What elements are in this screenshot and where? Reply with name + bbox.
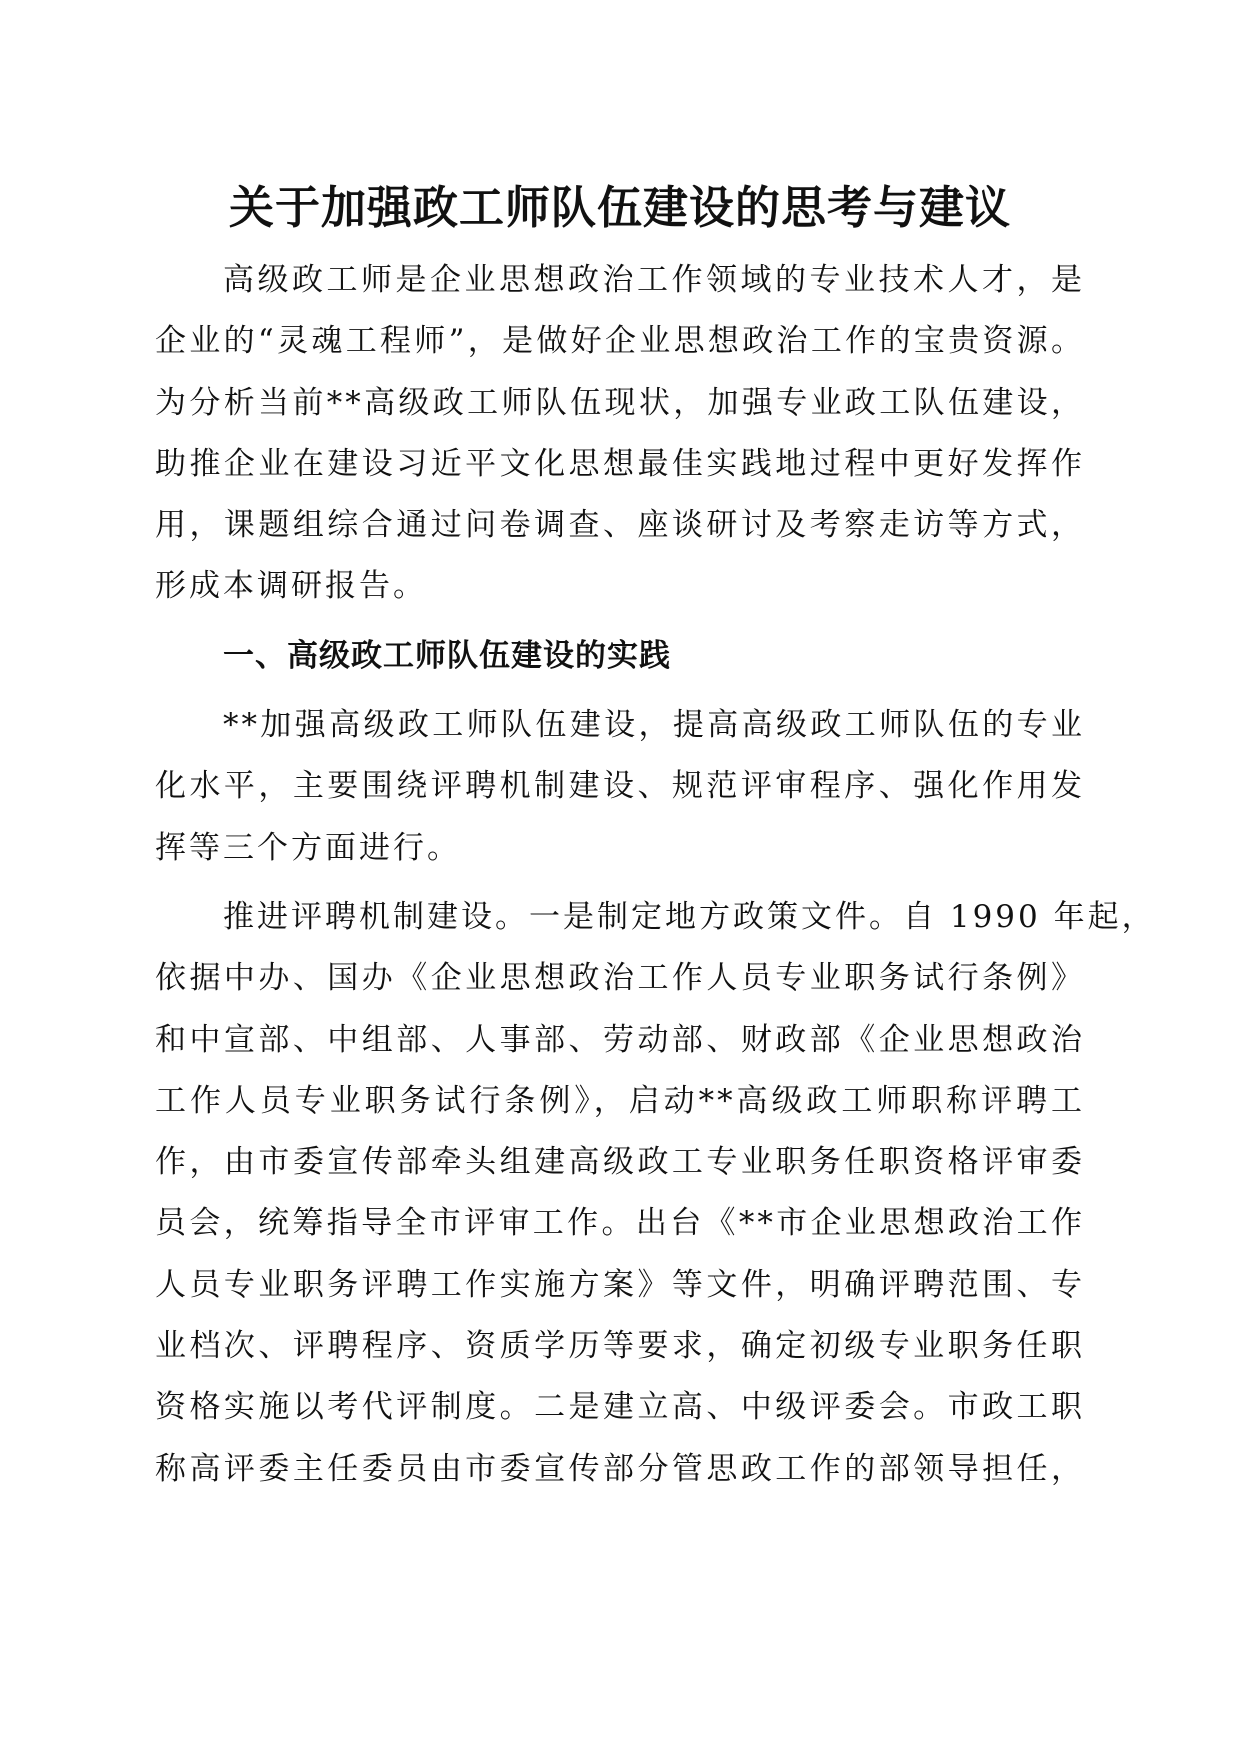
text-line: 为分析当前**高级政工师队伍现状，加强专业政工队伍建设， (155, 384, 1085, 421)
spacer (155, 618, 1085, 626)
text-line: 高级政工师是企业思想政治工作领域的专业技术人才，是 (223, 262, 1085, 298)
heading-line: 一、高级政工师队伍建设的实践 (223, 637, 671, 674)
text-line: 形成本调研报告。 (155, 568, 427, 605)
text-line: 企业的“灵魂工程师”，是做好企业思想政治工作的宝贵资源。 (155, 323, 1085, 360)
text-line: 挥等三个方面进行。 (155, 829, 461, 866)
text-line: 化水平，主要围绕评聘机制建设、规范评审程序、强化作用发 (155, 768, 1085, 805)
document-title: 关于加强政工师队伍建设的思考与建议 (228, 181, 1011, 234)
spacer (155, 687, 1085, 695)
text-line: 作，由市委宣传部牵头组建高级政工专业职务任职资格评审委 (155, 1144, 1085, 1181)
spacer (155, 879, 1085, 887)
text-line: 员会，统筹指导全市评审工作。出台《**市企业思想政治工作 (155, 1205, 1085, 1242)
text-line: 业档次、评聘程序、资质学历等要求，确定初级专业职务任职 (155, 1328, 1085, 1365)
text-line: **加强高级政工师队伍建设，提高高级政工师队伍的专业 (223, 707, 1085, 744)
section-heading (155, 626, 1085, 687)
text-line: 和中宣部、中组部、人事部、劳动部、财政部《企业思想政治 (155, 1021, 1085, 1058)
text-line: 依据中办、国办《企业思想政治工作人员专业职务试行条例》 (155, 960, 1085, 997)
paragraph-mechanism (155, 887, 1156, 1500)
paragraph-overview (155, 695, 1085, 879)
paragraph-intro (155, 250, 1085, 618)
text-line: 称高评委主任委员由市委宣传部分管思政工作的部领导担任， (155, 1450, 1085, 1487)
text-line: 人员专业职务评聘工作实施方案》等文件，明确评聘范围、专 (155, 1266, 1085, 1303)
text-line: 推进评聘机制建设。一是制定地方政策文件。自 1990 年起， (223, 898, 1156, 935)
document-body (155, 250, 1156, 1500)
text-line: 助推企业在建设习近平文化思想最佳实践地过程中更好发挥作 (155, 445, 1085, 482)
text-line: 资格实施以考代评制度。二是建立高、中级评委会。市政工职 (155, 1389, 1085, 1426)
text-line: 工作人员专业职务试行条例》，启动**高级政工师职称评聘工 (155, 1082, 1085, 1119)
text-line: 用，课题组综合通过问卷调查、座谈研讨及考察走访等方式， (155, 507, 1085, 544)
